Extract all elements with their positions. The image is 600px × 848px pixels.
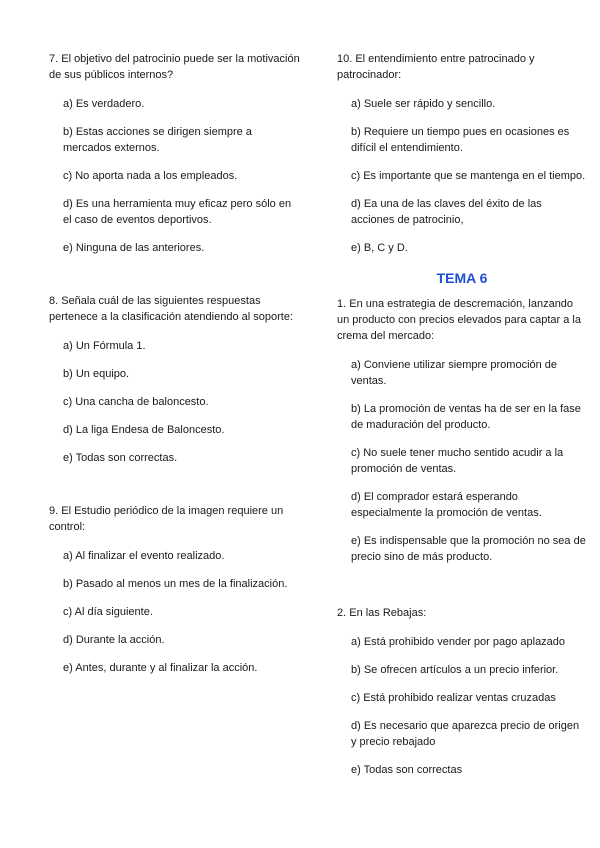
section-title: TEMA 6: [436, 270, 488, 286]
option-d: d) Durante la acción.: [63, 634, 165, 646]
question-7: [49, 51, 301, 256]
option-e: e) Todas son correctas: [351, 764, 463, 776]
tema6-question-1: [337, 296, 587, 565]
option-c: c) No suele tener mucho sentido acudir a la promoción de ventas.: [351, 447, 564, 475]
option-e: e) Es indispensable que la promoción no sea de precio sino de más producto.: [351, 535, 586, 563]
option-b: b) Estas acciones se dirigen siempre a mercados externos.: [63, 126, 252, 154]
question-text: 2. En las Rebajas:: [337, 607, 427, 619]
option-a: a) Al finalizar el evento realizado.: [63, 550, 225, 562]
option-e: e) B, C y D.: [351, 242, 408, 254]
option-c: c) No aporta nada a los empleados.: [63, 170, 238, 182]
question-9: [49, 503, 301, 676]
option-a: a) Conviene utilizar siempre promoción de ventas.: [351, 359, 558, 387]
left-column: [49, 51, 301, 676]
question-text: 1. En una estrategia de descremación, lanzando un producto con precios elevados para captar a la crema del mercado:: [337, 298, 581, 342]
option-a: a) Es verdadero.: [63, 98, 145, 110]
option-b: b) Pasado al menos un mes de la finalización.: [63, 578, 288, 590]
question-10: [337, 51, 587, 256]
option-c: c) Es importante que se mantenga en el tiempo.: [351, 170, 586, 182]
option-d: d) La liga Endesa de Baloncesto.: [63, 424, 225, 436]
option-e: e) Todas son correctas.: [63, 452, 178, 464]
option-d: d) Es una herramienta muy eficaz pero sólo en el caso de eventos deportivos.: [63, 198, 292, 226]
option-a: a) Está prohibido vender por pago aplazado: [351, 636, 566, 648]
option-e: e) Antes, durante y al finalizar la acción.: [63, 662, 258, 674]
option-b: b) La promoción de ventas ha de ser en la fase de maduración del producto.: [351, 403, 581, 431]
question-text: 10. El entendimiento entre patrocinado y patrocinador:: [337, 53, 535, 81]
option-e: e) Ninguna de las anteriores.: [63, 242, 205, 254]
option-c: c) Está prohibido realizar ventas cruzadas: [351, 692, 556, 704]
option-b: b) Se ofrecen artículos a un precio inferior.: [351, 664, 559, 676]
option-a: a) Suele ser rápido y sencillo.: [351, 98, 496, 110]
question-8: [49, 293, 301, 466]
option-d: d) Ea una de las claves del éxito de las acciones de patrocinio,: [351, 198, 542, 226]
option-a: a) Un Fórmula 1.: [63, 340, 146, 352]
question-text: 8. Señala cuál de las siguientes respuestas pertenece a la clasificación atendiendo al soporte:: [49, 295, 293, 323]
option-b: b) Requiere un tiempo pues en ocasiones es difícil el entendimiento.: [351, 126, 570, 154]
option-d: d) El comprador estará esperando especialmente la promoción de ventas.: [351, 491, 542, 519]
option-c: c) Al día siguiente.: [63, 606, 153, 618]
option-d: d) Es necesario que aparezca precio de origen y precio rebajado: [351, 720, 580, 748]
tema6-question-2: [337, 605, 587, 778]
option-c: c) Una cancha de baloncesto.: [63, 396, 209, 408]
option-b: b) Un equipo.: [63, 368, 130, 380]
question-text: 7. El objetivo del patrocinio puede ser la motivación de sus públicos internos?: [49, 53, 300, 81]
right-column: [337, 51, 587, 778]
question-text: 9. El Estudio periódico de la imagen requiere un control:: [49, 505, 284, 533]
